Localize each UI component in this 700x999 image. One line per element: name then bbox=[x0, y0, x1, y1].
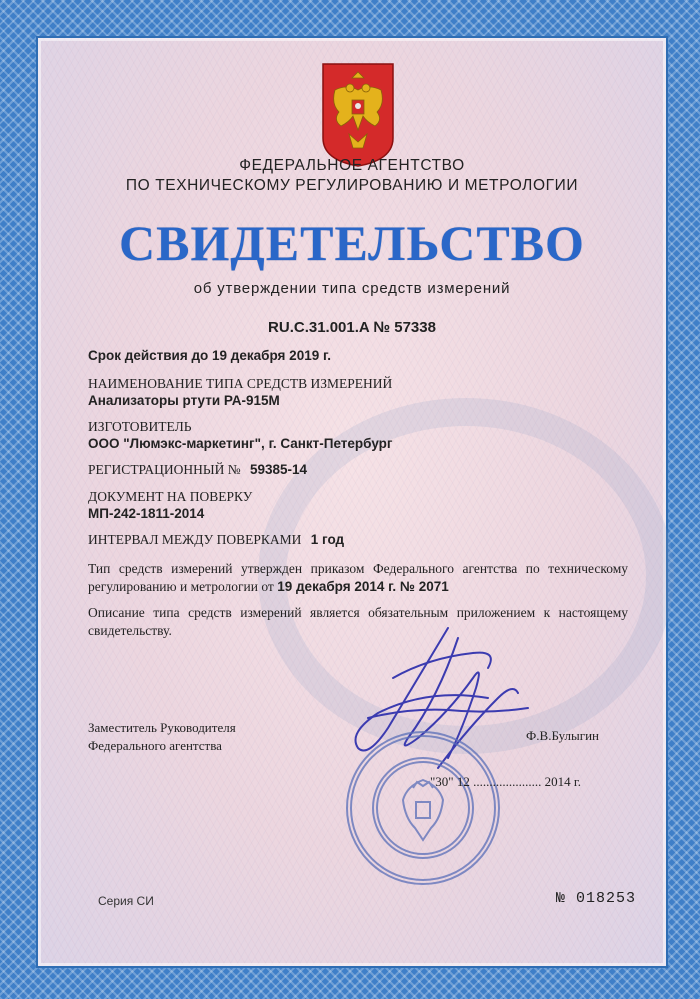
interval-value: 1 год bbox=[310, 532, 345, 547]
certificate-title: СВИДЕТЕЛЬСТВО bbox=[119, 215, 585, 271]
certificate-subtitle: об утверждении типа средств измерений bbox=[193, 280, 511, 297]
signing-date: "30" 12 ..................... 2014 г. bbox=[430, 774, 581, 789]
signatory-title-line1: Заместитель Руководителя bbox=[88, 720, 236, 735]
approval-text: Тип средств измерений утвержден приказом Федерального агентства по техническому регулированию и метрологии от bbox=[88, 561, 628, 594]
approval-paragraph bbox=[88, 560, 628, 596]
description-paragraph: Описание типа средств измерений является обязательным приложением к настоящему свидетельству. bbox=[88, 605, 628, 638]
manufacturer-label: ИЗГОТОВИТЕЛЬ bbox=[88, 419, 192, 434]
serial-number: № 018253 bbox=[555, 890, 636, 907]
manufacturer-value: ООО "Люмэкс-маркетинг", г. Санкт-Петербург bbox=[88, 436, 393, 451]
series-label: Серия СИ bbox=[98, 894, 154, 908]
interval-field bbox=[88, 532, 344, 548]
certificate-sheet bbox=[36, 36, 668, 968]
official-stamp bbox=[343, 728, 503, 888]
reg-number-value: 59385-14 bbox=[250, 462, 308, 477]
reg-number-field bbox=[88, 462, 307, 478]
registration-number: RU.C.31.001.A № 57338 bbox=[268, 319, 436, 336]
approval-order: 19 декабря 2014 г. № 2071 bbox=[277, 579, 449, 594]
verification-doc-label: ДОКУМЕНТ НА ПОВЕРКУ bbox=[88, 489, 253, 504]
interval-label: ИНТЕРВАЛ МЕЖДУ ПОВЕРКАМИ bbox=[88, 532, 302, 547]
signatory-title-line2: Федерального агентства bbox=[88, 738, 222, 753]
verification-doc-value: МП-242-1811-2014 bbox=[88, 506, 205, 521]
type-name-label: НАИМЕНОВАНИЕ ТИПА СРЕДСТВ ИЗМЕРЕНИЙ bbox=[88, 376, 393, 391]
agency-name-line1: ФЕДЕРАЛЬНОЕ АГЕНТСТВО bbox=[239, 157, 465, 174]
agency-name-line2: ПО ТЕХНИЧЕСКОМУ РЕГУЛИРОВАНИЮ И МЕТРОЛОГИИ bbox=[125, 177, 579, 194]
coat-of-arms-icon bbox=[319, 60, 397, 168]
type-name-value: Анализаторы ртути РА-915М bbox=[88, 393, 280, 408]
validity-date: Срок действия до 19 декабря 2019 г. bbox=[88, 348, 331, 363]
signatory-name: Ф.В.Булыгин bbox=[526, 728, 599, 743]
reg-number-label: РЕГИСТРАЦИОННЫЙ № bbox=[88, 462, 241, 477]
